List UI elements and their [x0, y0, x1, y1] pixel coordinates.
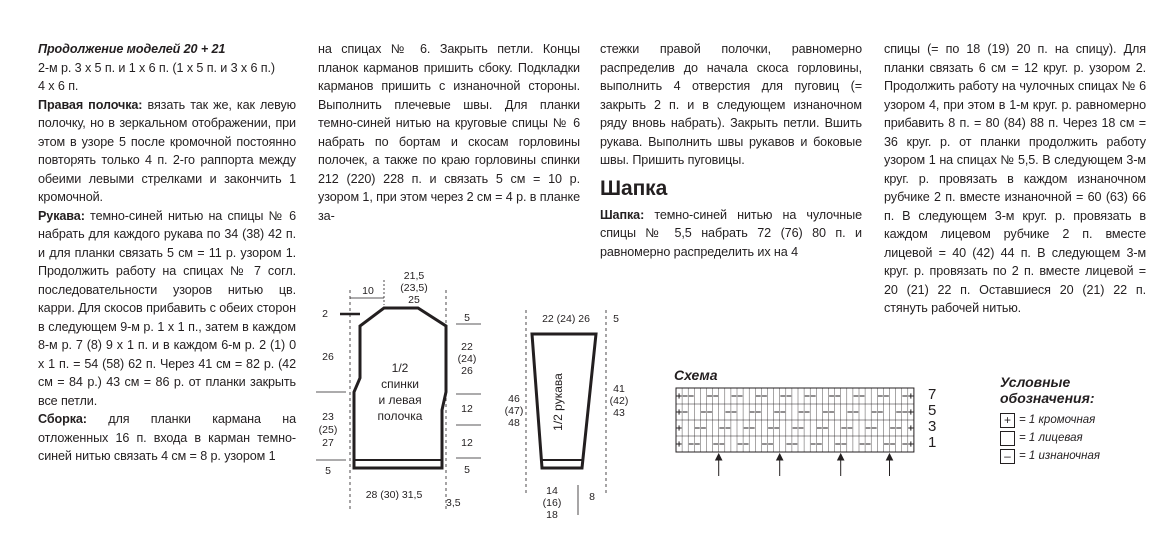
hat-paragraph: [600, 206, 862, 262]
body-left-lower-dim-a: 23: [322, 411, 334, 423]
text-column-4: [884, 40, 1146, 318]
legend-symbol-edge: +: [1000, 413, 1015, 428]
body-top-center-dim-a: 21,5: [403, 270, 425, 282]
body-left-band-dim: 5: [325, 465, 331, 477]
schema-grid: [676, 388, 914, 452]
legend-symbol-purl: –: [1000, 449, 1015, 464]
body-label-c: и левая: [378, 393, 422, 407]
body-right-mid-dim-a: 22: [461, 341, 473, 353]
schema-arrow-head: [716, 454, 722, 460]
schema-row-number: 5: [928, 402, 937, 419]
right-front-label: Правая полочка:: [38, 97, 143, 112]
legend-symbol-knit: [1000, 431, 1015, 446]
body-top-center-dim-c: 25: [408, 294, 420, 306]
stitch-schema: [668, 362, 958, 492]
sleeve-bottom-dim-a: 14: [546, 485, 558, 497]
legend-text-edge: = 1 кромочная: [1019, 414, 1096, 426]
assembly-text: для планки кармана на отложенных 16 п. входа в карман темно-синей нитью связать 4 см = 8 р. узором 1: [38, 412, 296, 463]
body-label-a: 1/2: [391, 361, 409, 375]
body-top-center-dim-b: (23,5): [400, 282, 428, 294]
body-shoulder-mark: 2: [322, 308, 328, 320]
sleeve-right-dim-a: 41: [613, 383, 625, 395]
body-bottom-dim-b: 3,5: [446, 497, 461, 509]
legend-title-b: обозначения:: [1000, 390, 1095, 406]
legend: [1000, 374, 1140, 465]
body-label-b: спинки: [381, 377, 419, 391]
sleeve-top-dim: 22 (24) 26: [542, 313, 590, 325]
sleeves-label: Рукава:: [38, 208, 85, 223]
body-right-12-dim-b: 12: [461, 437, 473, 449]
pattern-diagrams: [316, 270, 646, 532]
schema-row-number: 1: [928, 434, 937, 451]
sleeve-left-dim-a: 46: [508, 393, 520, 405]
legend-text-purl: = 1 изнаночная: [1019, 450, 1100, 462]
legend-item-edge: [1000, 411, 1140, 429]
sleeve-right-dim-b: (42): [609, 395, 629, 407]
body-right-mid-dim-c: 26: [461, 365, 473, 377]
hat-section-title: Шапка: [600, 176, 668, 200]
text-column-3: [600, 40, 862, 261]
body-pattern-labels: [319, 270, 477, 509]
legend-text-knit: = 1 лицевая: [1019, 432, 1083, 444]
text-column-1: [38, 40, 296, 466]
sleeve-left-dim-b: (47): [504, 405, 524, 417]
sleeves-text: темно-синей нитью на спицы № 6 набрать для каждого рукава по 34 (38) 42 п. и для планки связать 5 см = 11 р. узором 1. Продолжить работу на спицах № 7 согл. последовательности узоров нитью цв. карри. Для скосов прибавить с обеих сторон в следующем 9-м р. 1 x 1 п., затем в каждом 8-м р. 7 (8) 9 x 1 п. и в каждом 6-м р. 2 (1) 0 x 1 п. = 54 (58) 62 п. Через 41 см = 82 р. (42 см = 84 р.) 43 см = 86 р. от планки закрыть все петли.: [38, 208, 296, 408]
sleeve-left-dim-c: 48: [508, 417, 520, 429]
body-bottom-dim-a: 28 (30) 31,5: [365, 489, 423, 501]
body-left-lower-dim-b: (25): [318, 424, 338, 436]
legend-item-knit: [1000, 429, 1140, 447]
right-front-text: вязать так же, как левую полочку, но в зеркальном отображении, при этом в узоре 5 после кромочной постоянно повторять только 4 п. 2-го раппорта между обеими левыми стрелками и закончить 1 кромочной.: [38, 97, 297, 204]
sleeve-pattern: [526, 310, 606, 515]
assembly-end-text: стежки правой полочки, равномерно распределив до начала скоса горловины, выполнить 4 отверстия для пуговиц (= закрыть 2 п. и в следующем изнаночном ряду вновь набрать). Закрыть петли. Вшить рукава. Выполнить швы рукавов и боковые швы. Пришить пуговицы.: [600, 42, 862, 167]
hat-label: Шапка:: [600, 207, 645, 222]
body-top-left-dim: 10: [362, 285, 374, 297]
sleeve-pattern-labels: [505, 313, 629, 521]
legend-item-purl: [1000, 447, 1140, 465]
body-label-d: полочка: [377, 409, 423, 423]
hat-text: темно-синей нитью на чулочные спицы № 5,5 набрать 72 (76) 80 п. и равномерно распределить их на 4: [600, 207, 862, 259]
legend-title-a: Условные: [1000, 374, 1071, 390]
assembly-continued-text: на спицах № 6. Закрыть петли. Концы планок карманов пришить сбоку. Подкладки карманов пришить с изнаночной стороны. Выполнить плечевые швы. Для планки темно-синей нитью на круговые спицы № 6 набрать по бортам и скосам горловины полочек, а также по краю горловины спинки 212 (220) 228 п. и связать 5 см = 10 р. узором 1, при этом через 2 см = 4 р. в планке за-: [318, 42, 580, 223]
sleeve-right-dim-c: 43: [613, 407, 625, 419]
body-right-band-dim: 5: [464, 464, 470, 476]
schema-arrow-head: [838, 454, 844, 460]
schema-row-number: 3: [928, 418, 937, 435]
intro-line-a: 2-м р. 3 x 5 п. и 1 x 6 п. (1 x 5 п. и 3 x 6 п.): [38, 60, 275, 75]
sleeve-bottom-dim-b: (16): [542, 497, 562, 509]
sleeves-paragraph: [38, 207, 296, 411]
assembly-paragraph: [38, 410, 296, 466]
intro-line-b: 4 x 6 п.: [38, 79, 79, 93]
assembly-label: Сборка:: [38, 412, 87, 426]
hat-continued-text: спицы (= по 18 (19) 20 п. на спицу). Для планки связать 6 см = 12 круг. р. узором 2. Продолжить работу на чулочных спицах № 6 узором 4, при этом в 1-м круг. р. равномерно прибавить 8 п. = 80 (84) 88 п. Через 18 см = 36 круг. р. от планки продолжить работу узором 1 на спицах № 5,5. В следующем 3-м круг. р. провязать в каждом изнаночном рубчике 2 п. вместе изнаночной = 60 (63) 66 п. В следующем 3-м круг. р. провязать в каждом лицевом рубчике 2 п. вместе лицевой = 40 (42) 44 п. В следующем 3-м круг. р. провязать по 2 п. вместе лицевой = 20 (21) 22 п. Оставшиеся 20 (21) 22 п. стянуть рабочей нитью.: [884, 42, 1146, 315]
sleeve-label: 1/2 рукава: [551, 373, 565, 431]
text-column-2: [318, 40, 580, 225]
body-left-lower-dim-c: 27: [322, 437, 334, 449]
continuation-subtitle: Продолжение моделей 20 + 21: [38, 42, 226, 56]
sleeve-top-right-dim: 5: [613, 313, 619, 325]
right-front-paragraph: [38, 96, 296, 207]
schema-row-number: 7: [928, 386, 937, 403]
body-right-mid-dim-b: (24): [457, 353, 477, 365]
body-left-upper-dim: 26: [322, 351, 334, 363]
schema-repeat-arrows: [716, 454, 893, 476]
schema-row-numbers: [928, 386, 936, 451]
schema-title: Схема: [674, 367, 718, 383]
body-right-12-dim-a: 12: [461, 403, 473, 415]
schema-arrow-head: [777, 454, 783, 460]
sleeve-bottom-dim-c: 18: [546, 509, 558, 521]
schema-arrow-head: [887, 454, 893, 460]
body-right-top-dim: 5: [464, 312, 470, 324]
sleeve-bottom-right-dim: 8: [589, 491, 595, 503]
